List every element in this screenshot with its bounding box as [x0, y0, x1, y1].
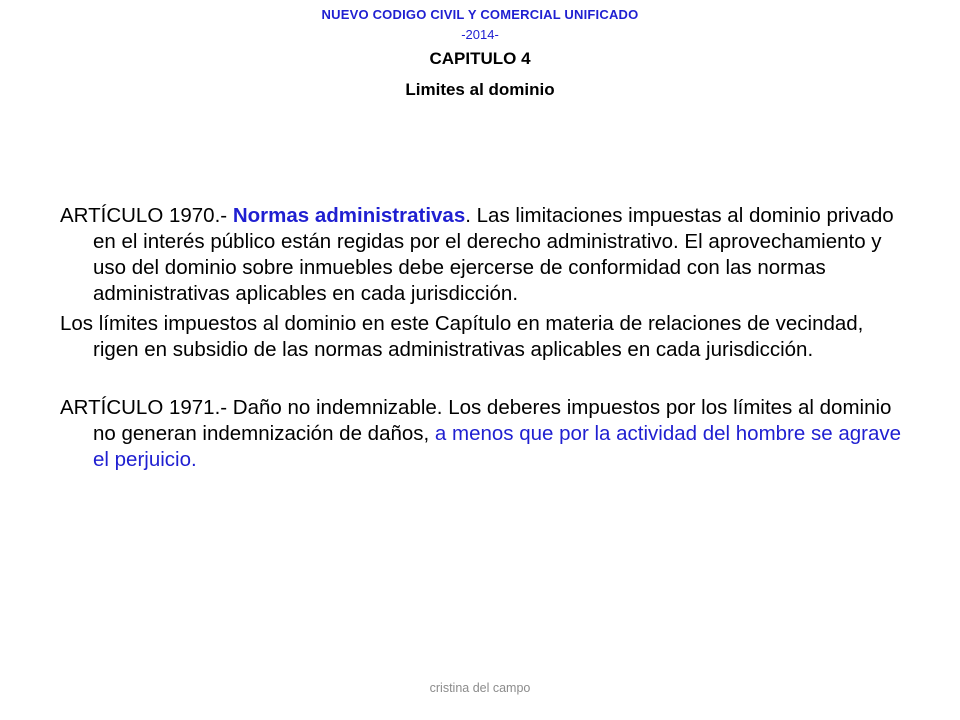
article-1971-text: ARTÍCULO 1971.- Daño no indemnizable. Los deberes impuestos por los límites al dominio no generan indemnización de daños,	[60, 396, 892, 445]
code-title: NUEVO CODIGO CIVIL Y COMERCIAL UNIFICADO	[321, 7, 639, 22]
slide-header	[0, 5, 960, 103]
article-1970-heading: Normas administrativas	[232, 204, 466, 227]
footer-author: cristina del campo	[429, 681, 531, 695]
article-1970-body: . Las limitaciones impuestas al dominio privado en el interés público están regidas por el derecho administrativo. El aprovechamiento y uso del dominio sobre inmuebles debe ejercerse de conformidad con las normas administrativas aplicables en cada jurisdicción.	[93, 204, 894, 305]
slide-content	[60, 203, 910, 473]
code-year: -2014-	[461, 27, 499, 42]
article-1970	[60, 203, 910, 307]
article-1970-prefix: ARTÍCULO 1970.-	[60, 204, 233, 227]
chapter-subtitle: Limites al dominio	[405, 80, 555, 99]
chapter-title: CAPITULO 4	[429, 49, 531, 68]
article-1970-second-paragraph: Los límites impuestos al dominio en este Capítulo en materia de relaciones de vecindad, rigen en subsidio de las normas administrativas aplicables en cada jurisdicción.	[60, 312, 864, 361]
article-1971	[60, 395, 910, 473]
article-1971-highlight: a menos que por la actividad del hombre se agrave el perjuicio.	[93, 422, 901, 471]
